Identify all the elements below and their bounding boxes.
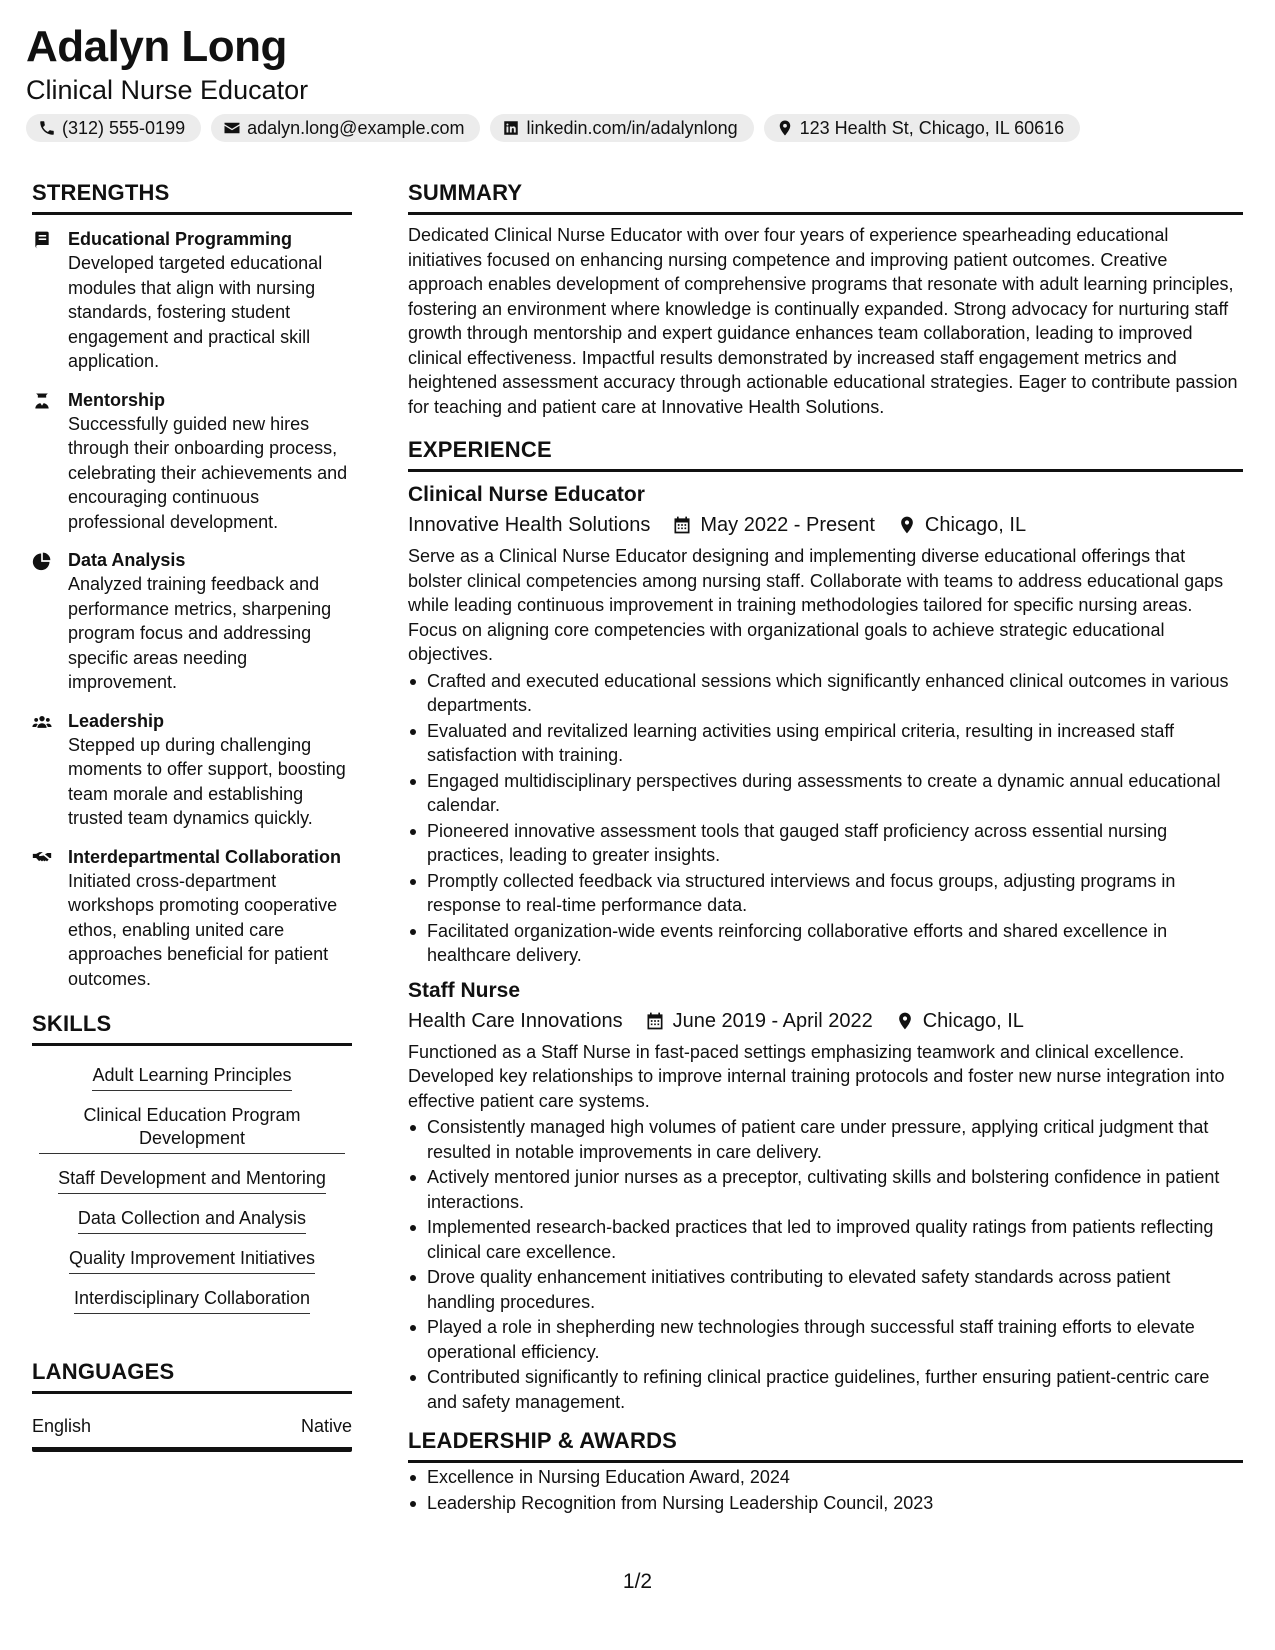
job-meta [408,1006,1243,1036]
skills-list [32,1058,352,1321]
contact-email-text: adalyn.long@example.com [247,117,465,138]
job-company: Health Care Innovations [408,1009,623,1032]
language-level: Native [300,1416,352,1436]
strength-desc: Initiated cross-department workshops promoting cooperative ethos, enabling united care approaches beneficial for patient outcomes. [68,870,338,989]
job-bullets [408,1115,1243,1414]
strength-item [32,845,352,992]
strength-title: Leadership [68,710,165,731]
skills-heading: SKILLS [32,1011,352,1046]
job-bullet: Drove quality enhancement initiatives contributing to elevated safety standards across patient handling procedures. [408,1265,1243,1314]
skills-section [32,1011,352,1321]
strength-item [32,227,352,374]
strength-title: Data Analysis [68,550,186,570]
strength-desc: Analyzed training feedback and performance metrics, sharpening program focus and addressing specific areas needing improvement. [68,574,332,692]
candidate-name: Adalyn Long [26,22,287,71]
graduate-icon [32,391,52,411]
job-description: Functioned as a Staff Nurse in fast-paced settings emphasizing teamwork and clinical excellence. Developed key relationships to improve internal training protocols and foster new nurse integration into effective patient care systems. [408,1041,1225,1111]
job-entry [408,480,1243,968]
experience-section [408,437,1243,1414]
contact-linkedin[interactable] [490,114,753,142]
job-bullet: Actively mentored junior nurses as a preceptor, cultivating skills and bolstering confidence in patient interactions. [408,1165,1243,1214]
right-column [408,180,1243,1516]
award-item: Leadership Recognition from Nursing Leadership Council, 2023 [408,1491,1243,1516]
map-pin-icon [776,119,794,137]
book-icon [32,230,52,250]
calendar-icon [672,515,692,535]
skill-item: Staff Development and Mentoring [58,1161,326,1194]
summary-heading: SUMMARY [408,180,1243,215]
skill-item: Quality Improvement Initiatives [69,1241,315,1274]
job-bullet: Promptly collected feedback via structured interviews and focus groups, adjusting programs in response to real-time performance data. [408,869,1243,918]
strength-item [32,709,352,831]
job-meta [408,510,1243,540]
languages-section [32,1359,352,1452]
job-bullet: Implemented research-backed practices that led to improved quality ratings from patients reflecting clinical care excellence. [408,1215,1243,1264]
job-dates: May 2022 - Present [700,514,875,536]
strength-title: Educational Programming [68,229,293,249]
contact-linkedin-text: linkedin.com/in/adalynlong [526,117,738,138]
linkedin-icon [502,119,520,137]
job-title: Staff Nurse [408,978,521,1002]
job-location: Chicago, IL [922,1009,1024,1032]
contact-address-text: 123 Health St, Chicago, IL 60616 [799,117,1065,138]
award-item: Excellence in Nursing Education Award, 2024 [408,1465,1243,1490]
strength-item [32,548,352,695]
map-pin-icon [897,515,917,535]
language-row [32,1416,352,1452]
awards-section [408,1428,1243,1515]
job-bullet: Evaluated and revitalized learning activities using empirical criteria, resulting in increased staff satisfaction with training. [408,719,1243,768]
left-column [32,180,352,1452]
contact-phone[interactable] [26,114,201,142]
awards-heading: LEADERSHIP & AWARDS [408,1428,1243,1463]
job-bullet: Pioneered innovative assessment tools that gauged staff proficiency across essential nursing practices, leading to greater insights. [408,819,1243,868]
strength-title: Interdepartmental Collaboration [68,846,342,867]
calendar-icon [645,1011,665,1031]
candidate-title: Clinical Nurse Educator [26,75,309,105]
job-dates: June 2019 - April 2022 [672,1009,873,1032]
skill-item: Adult Learning Principles [92,1058,291,1091]
job-company: Innovative Health Solutions [408,514,651,536]
job-bullet: Contributed significantly to refining clinical practice guidelines, further ensuring patient-centric care and safety management. [408,1365,1243,1414]
contact-email[interactable] [211,114,480,142]
job-bullet: Crafted and executed educational sessions which significantly enhanced clinical outcomes in various departments. [408,669,1243,718]
strength-item [32,388,352,535]
skill-item: Clinical Education Program Development [39,1098,345,1154]
experience-heading: EXPERIENCE [408,437,1243,472]
summary-text: Dedicated Clinical Nurse Educator with over four years of experience spearheading educational initiatives focused on enhancing nursing competence and improving patient outcomes. Creative approach enables development of comprehensive programs that resonate with adult learning principles, fostering an environment where knowledge is continually expanded. Strong advocacy for nurturing staff growth through mentorship and expert guidance enhances team collaboration, leading to improved clinical effectiveness. Impactful results demonstrated by increased staff engagement metrics and heightened assessment accuracy through actionable educational strategies. Eager to contribute passion for teaching and patient care at Innovative Health Solutions. [408,225,1238,417]
map-pin-icon [895,1011,915,1031]
pie-chart-icon [32,551,52,571]
phone-icon [38,119,56,137]
contact-bar [26,114,1080,142]
strength-title: Mentorship [68,389,165,410]
contact-address [764,114,1081,142]
strengths-heading: STRENGTHS [32,180,352,215]
strength-desc: Stepped up during challenging moments to offer support, boosting team morale and establishing trusted team dynamics quickly. [68,734,346,828]
handshake-icon [32,848,52,868]
job-description: Serve as a Clinical Nurse Educator designing and implementing diverse educational offerings that bolster clinical competencies among nursing staff. Collaborate with teams to address educational gaps while leading continuous improvement in training methodologies tailored for specific nursing areas. Focus on aligning core competencies with organizational goals to achieve strategic educational objectives. [408,546,1224,664]
job-bullet: Played a role in shepherding new technologies through successful staff training efforts to elevate operational efficiency. [408,1315,1243,1364]
languages-heading: LANGUAGES [32,1359,352,1394]
job-location: Chicago, IL [924,514,1027,536]
job-entry [408,976,1243,1415]
job-bullets [408,669,1243,968]
contact-phone-text: (312) 555-0199 [62,117,186,138]
job-title: Clinical Nurse Educator [408,483,645,506]
strength-desc: Developed targeted educational modules that align with nursing standards, fostering student engagement and practical skill application. [68,253,323,371]
skill-item: Data Collection and Analysis [78,1201,306,1234]
language-name: English [32,1416,92,1436]
job-bullet: Engaged multidisciplinary perspectives during assessments to create a dynamic annual educational calendar. [408,769,1243,818]
skill-item: Interdisciplinary Collaboration [74,1281,310,1314]
page-number: 1/2 [622,1570,653,1593]
job-bullet: Consistently managed high volumes of patient care under pressure, applying critical judgment that resulted in notable improvements in care delivery. [408,1115,1243,1164]
envelope-icon [223,119,241,137]
job-bullet: Facilitated organization-wide events reinforcing collaborative efforts and shared excellence in healthcare delivery. [408,919,1243,968]
strengths-list [32,227,352,991]
users-icon [32,712,52,732]
strength-desc: Successfully guided new hires through their onboarding process, celebrating their achievements and encouraging continuous professional development. [68,413,348,532]
awards-list [408,1465,1243,1515]
